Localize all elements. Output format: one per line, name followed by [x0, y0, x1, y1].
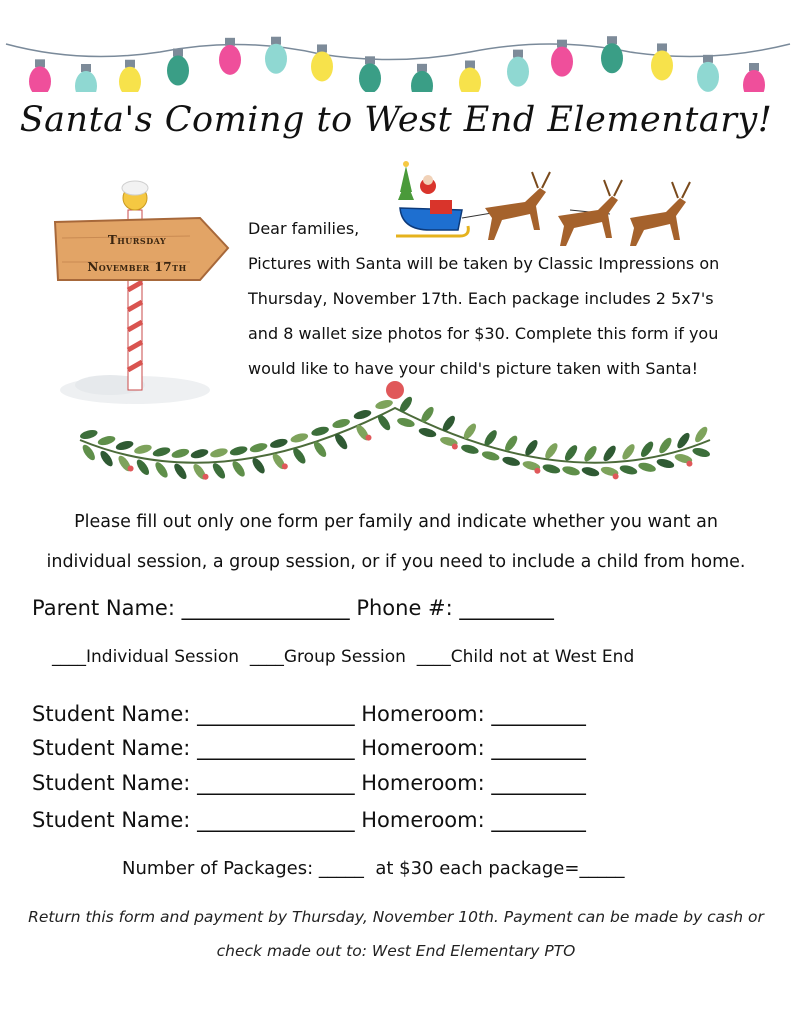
light-bulb-icon: [507, 57, 529, 87]
homeroom-field[interactable]: _________: [491, 702, 586, 726]
letter-line-3: and 8 wallet size photos for $30. Complete this form if you: [248, 324, 719, 343]
garland-berry: [452, 444, 458, 450]
student-name-label: Student Name:: [32, 808, 191, 832]
parent-name-field[interactable]: ________________: [181, 596, 350, 620]
garland-leaf: [639, 440, 656, 459]
light-bulb-icon: [651, 50, 673, 80]
bulb-cap: [703, 55, 713, 63]
garland-leaf: [620, 442, 637, 461]
garland-berry: [128, 466, 134, 472]
light-bulb-icon: [29, 66, 51, 92]
light-bulb-icon: [743, 70, 765, 92]
garland-leaf: [171, 447, 190, 459]
garland-leaf: [115, 439, 134, 451]
bulb-cap: [81, 64, 91, 72]
bulb-cap: [465, 61, 475, 69]
garland-leaf: [290, 432, 309, 444]
garland-leaf: [418, 426, 437, 438]
bulb-cap: [417, 64, 427, 72]
garland-berry: [203, 474, 209, 480]
garland-icon: [70, 378, 720, 508]
student-name-label: Student Name:: [32, 771, 191, 795]
footer-line-1: Return this form and payment by Thursday, November 10th. Payment can be made by cash or: [28, 908, 764, 926]
footer-line-2: check made out to: West End Elementary PTO: [216, 942, 576, 960]
garland-leaf: [619, 464, 638, 476]
light-bulb-icon: [411, 71, 433, 92]
student-name-field[interactable]: _______________: [197, 808, 355, 832]
garland-leaf: [374, 398, 393, 410]
garland-leaf: [543, 441, 560, 460]
bulb-cap: [35, 59, 45, 67]
bulb-cap: [607, 36, 617, 44]
bulb-cap: [125, 60, 135, 68]
garland-leaf: [230, 459, 247, 478]
garland-leaf: [79, 428, 98, 440]
garland-berry: [613, 473, 619, 479]
garland-leaf: [249, 442, 268, 454]
christmas-lights: [0, 22, 792, 92]
letter-line-4: would like to have your child's picture taken with Santa!: [248, 359, 699, 378]
garland-leaf: [250, 456, 267, 475]
packages-label: Number of Packages:: [122, 858, 314, 879]
light-bulb-icon: [697, 62, 719, 92]
garland-leaf: [563, 443, 580, 462]
light-bulb-icon: [167, 56, 189, 86]
student-row: [32, 808, 586, 832]
group-session-label: Group Session: [283, 647, 406, 667]
homeroom-label: Homeroom:: [361, 771, 485, 795]
garland-leaf: [691, 446, 710, 458]
sign-line-1: Thursday: [107, 233, 167, 247]
letter-line-1: Pictures with Santa will be taken by Classic Impressions on: [248, 254, 720, 273]
garland-leaf: [542, 463, 561, 475]
garland-leaf: [501, 455, 520, 467]
student-name-field[interactable]: _______________: [197, 702, 355, 726]
garland-leaf: [229, 445, 248, 457]
parent-name-label: Parent Name:: [32, 596, 175, 620]
packages-line: [122, 858, 624, 879]
bulb-cap: [365, 56, 375, 64]
light-bulb-icon: [119, 67, 141, 92]
packages-price: at $30 each package=: [375, 858, 580, 879]
phone-field[interactable]: _________: [459, 596, 554, 620]
garland-leaf: [97, 434, 116, 446]
bulb-cap: [317, 44, 327, 52]
bulb-cap: [657, 43, 667, 51]
garland-leaf: [209, 447, 228, 459]
garland-leaf: [396, 416, 415, 428]
garland-leaf: [656, 457, 675, 469]
bulb-cap: [173, 49, 183, 57]
student-row: [32, 702, 586, 726]
garland-leaf: [172, 462, 189, 481]
garland-leaf: [331, 417, 350, 429]
letter-line-2: Thursday, November 17th. Each package includes 2 5x7's: [248, 289, 714, 308]
student-row: [32, 736, 586, 760]
garland-leaf: [561, 465, 580, 477]
letter-greeting: Dear families,: [248, 219, 360, 238]
session-options: [52, 647, 634, 667]
garland-leaf: [460, 443, 479, 455]
instructions-line-2: individual session, a group session, or if you need to include a child from home.: [46, 552, 746, 572]
light-bulb-icon: [265, 44, 287, 74]
student-name-field[interactable]: _______________: [197, 771, 355, 795]
garland-leaf: [190, 448, 209, 460]
bulb-cap: [513, 50, 523, 58]
homeroom-label: Homeroom:: [361, 808, 485, 832]
instructions-line-1: Please fill out only one form per family and indicate whether you want an: [74, 512, 718, 532]
child-not-at-school-label: Child not at West End: [450, 647, 635, 667]
homeroom-label: Homeroom:: [361, 736, 485, 760]
garland-berry: [534, 468, 540, 474]
individual-session-label: Individual Session: [86, 647, 240, 667]
garland-leaf: [310, 425, 329, 437]
light-bulb-icon: [75, 71, 97, 92]
page-title: Santa's Coming to West End Elementary!: [19, 100, 773, 140]
homeroom-label: Homeroom:: [361, 702, 485, 726]
garland-leaf: [353, 408, 372, 420]
light-bulb-icon: [219, 45, 241, 75]
garland-leaf: [269, 437, 288, 449]
individual-session-field[interactable]: ____: [52, 647, 86, 667]
student-name-label: Student Name:: [32, 702, 191, 726]
garland-leaf: [133, 443, 152, 455]
light-bulb-icon: [459, 68, 481, 92]
light-bulb-icon: [359, 63, 381, 92]
child-not-at-school-field[interactable]: ____: [416, 647, 451, 667]
phone-label: Phone #:: [356, 596, 453, 620]
garland-leaf: [134, 458, 151, 477]
garland-leaf: [581, 466, 600, 478]
garland-leaf: [601, 444, 618, 463]
bulb-cap: [749, 63, 759, 71]
bulb-cap: [557, 40, 567, 48]
garland-leaf: [523, 438, 540, 457]
garland-leaf: [211, 461, 228, 480]
garland-leaf: [152, 446, 171, 458]
garland-leaf: [153, 460, 170, 479]
garland-leaf: [637, 461, 656, 473]
garland-berry: [686, 461, 692, 467]
signpost-icon: [50, 170, 230, 410]
garland-berry: [365, 435, 371, 441]
student-name-field[interactable]: _______________: [197, 736, 355, 760]
parent-line: [32, 596, 554, 620]
light-bulb-icon: [551, 47, 573, 77]
garland-leaf: [481, 450, 500, 462]
packages-field[interactable]: _____: [318, 858, 364, 879]
garland-leaf: [582, 444, 599, 463]
homeroom-field[interactable]: _________: [491, 771, 586, 795]
homeroom-field[interactable]: _________: [491, 808, 586, 832]
sign-line-2: November 17th: [87, 260, 187, 274]
packages-total-field[interactable]: _____: [579, 858, 625, 879]
light-bulb-icon: [601, 43, 623, 73]
student-name-label: Student Name:: [32, 736, 191, 760]
bulb-cap: [271, 37, 281, 45]
light-bulb-icon: [311, 51, 333, 81]
garland-berry: [282, 463, 288, 469]
bulb-cap: [225, 38, 235, 46]
group-session-field[interactable]: ____: [249, 647, 284, 667]
homeroom-field[interactable]: _________: [491, 736, 586, 760]
student-row: [32, 771, 586, 795]
